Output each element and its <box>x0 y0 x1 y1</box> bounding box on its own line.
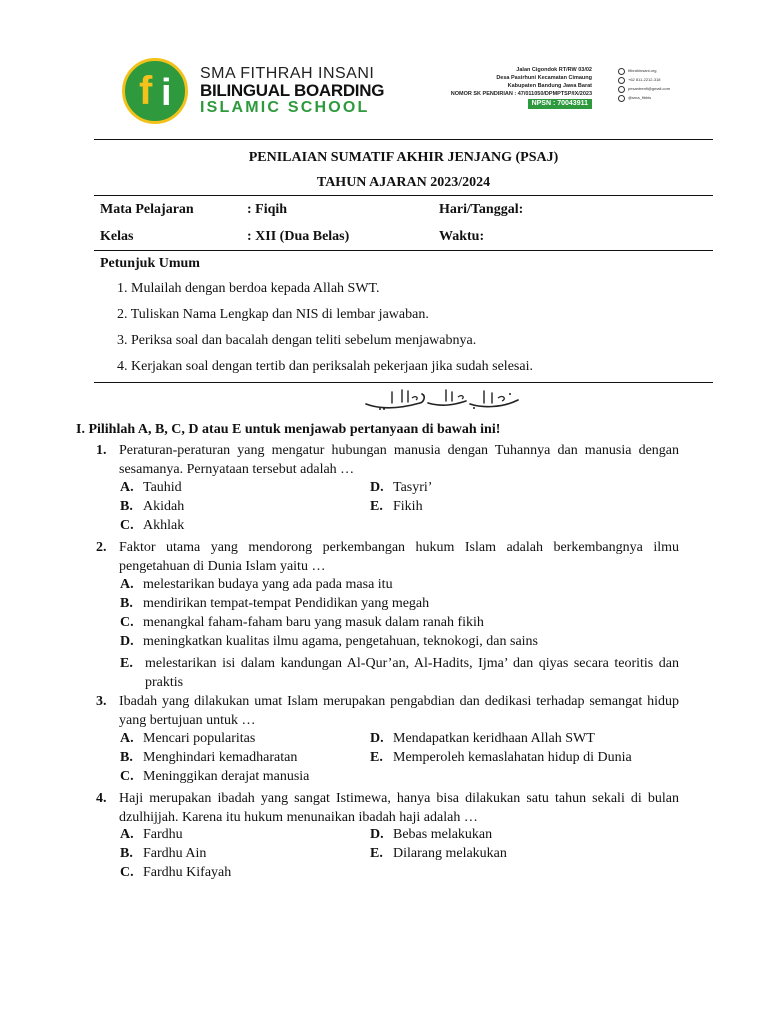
option-c[interactable]: C. Fardhu Kifayah <box>120 865 232 880</box>
exam-title: PENILAIAN SUMATIF AKHIR JENJANG (PSAJ) <box>248 150 559 165</box>
option-e[interactable]: E. melestarikan isi dalam kandungan Al-Qur’an, Al-Hadits, Ijma’ dan qiyas secara teoritis dan praktis <box>120 656 679 690</box>
school-name-line2: BILINGUAL BOARDING <box>200 81 385 100</box>
school-name-line3: ISLAMIC SCHOOL <box>200 99 370 116</box>
divider <box>94 382 713 383</box>
school-logo: f i <box>122 58 188 124</box>
class-label: Kelas <box>100 229 134 244</box>
subject-label: Mata Pelajaran <box>100 202 194 217</box>
section-title: I. Pilihlah A, B, C, D atau E untuk menjawab pertanyaan di bawah ini! <box>76 422 501 437</box>
question-number: 1. <box>96 443 107 458</box>
option-e[interactable]: E. Dilarang melakukan <box>370 846 507 861</box>
npsn-badge: NPSN : 70043911 <box>528 99 592 109</box>
address-line: Jalan Cigondok RT/RW 03/02 <box>516 67 592 73</box>
letterhead <box>106 44 678 130</box>
option-b[interactable]: B. Fardhu Ain <box>120 846 207 861</box>
question-3 <box>96 692 679 730</box>
option-d[interactable]: D. Bebas melakukan <box>370 827 493 842</box>
instruction-item: 1. Mulailah dengan berdoa kepada Allah SWT. <box>117 281 380 296</box>
question-number: 2. <box>96 540 107 555</box>
day-label: Hari/Tanggal: <box>439 202 524 217</box>
option-a[interactable]: A. Mencari popularitas <box>120 731 256 746</box>
question-text: Ibadah yang dilakukan umat Islam merupakan pengabdian dan dedikasi terhadap semangat hidup yang bertujuan untuk … <box>119 694 679 728</box>
contact-list <box>618 68 670 104</box>
instructions-title: Petunjuk Umum <box>100 256 200 271</box>
question-number: 4. <box>96 791 107 806</box>
option-b[interactable]: B. mendirikan tempat-tempat Pendidikan yang megah <box>120 596 430 611</box>
phone-icon <box>618 77 625 84</box>
divider <box>94 139 713 140</box>
divider <box>94 250 713 251</box>
subject-value: : Fiqih <box>247 202 288 217</box>
school-name-line1: SMA FITHRAH INSANI <box>200 65 375 82</box>
instagram-icon <box>618 95 625 102</box>
option-a[interactable]: A. Tauhid <box>120 480 182 495</box>
option-a[interactable]: A. Fardhu <box>120 827 183 842</box>
time-label: Waktu: <box>439 229 485 244</box>
divider <box>94 195 713 196</box>
question-1 <box>96 441 679 479</box>
contact-instagram: @sma_fibbis <box>628 95 652 100</box>
question-2 <box>96 538 679 576</box>
question-text: Faktor utama yang mendorong perkembangan hukum Islam adalah berkembangnya ilmu pengetahuan di Dunia Islam yaitu … <box>119 540 679 574</box>
instruction-item: 2. Tuliskan Nama Lengkap dan NIS di lembar jawaban. <box>117 307 429 322</box>
option-b[interactable]: B. Menghindari kemadharatan <box>120 750 298 765</box>
contact-website: fithrahinsani.org <box>628 68 657 73</box>
class-value: : XII (Dua Belas) <box>247 229 350 244</box>
option-d[interactable]: D. Mendapatkan keridhaan Allah SWT <box>370 731 595 746</box>
option-e[interactable]: E. Fikih <box>370 499 423 514</box>
address-line: Kabupaten Bandung Jawa Barat <box>507 83 592 89</box>
option-b[interactable]: B. Akidah <box>120 499 185 514</box>
school-address <box>451 66 592 109</box>
option-d[interactable]: D. Tasyri’ <box>370 480 433 495</box>
instruction-item: 3. Periksa soal dan bacalah dengan teliti sebelum menjawabnya. <box>117 333 477 348</box>
option-a[interactable]: A. melestarikan budaya yang ada pada masa itu <box>120 577 393 592</box>
option-c[interactable]: C. Akhlak <box>120 518 185 533</box>
option-e[interactable]: E. Memperoleh kemaslahatan hidup di Dunia <box>370 750 632 765</box>
email-icon <box>618 86 625 93</box>
globe-icon <box>618 68 625 75</box>
question-text: Peraturan-peraturan yang mengatur hubungan manusia dengan Tuhannya dan manusia dengan sesamanya. Pernyataan tersebut adalah … <box>119 443 679 477</box>
address-line: NOMOR SK PENDIRIAN : 47/011050/DPMPTSP/IX/2023 <box>450 91 592 97</box>
question-number: 3. <box>96 694 107 709</box>
address-line: Desa Pasirhuni Kecamatan Cimaung <box>496 75 592 81</box>
exam-year: TAHUN AJARAN 2023/2024 <box>316 175 491 190</box>
option-c[interactable]: C. menangkal faham-faham baru yang masuk dalam ranah fikih <box>120 615 484 630</box>
question-text: Haji merupakan ibadah yang sangat Istimewa, hanya bisa dilakukan satu tahun sekali di bulan dzulhijjah. Karena itu hukum menunaikan ibadah haji adalah … <box>119 791 679 825</box>
contact-email: pesantrenfi@gmail.com <box>628 86 671 91</box>
contact-phone: +62 811-2212-318 <box>628 77 661 82</box>
option-d[interactable]: D. meningkatkan kualitas ilmu agama, pengetahuan, teknokogi, dan sains <box>120 634 539 649</box>
basmala-calligraphy <box>362 386 522 412</box>
option-c[interactable]: C. Meninggikan derajat manusia <box>120 769 310 784</box>
question-4 <box>96 789 679 827</box>
instruction-item: 4. Kerjakan soal dengan tertib dan periksalah pekerjaan jika sudah selesai. <box>117 359 533 374</box>
